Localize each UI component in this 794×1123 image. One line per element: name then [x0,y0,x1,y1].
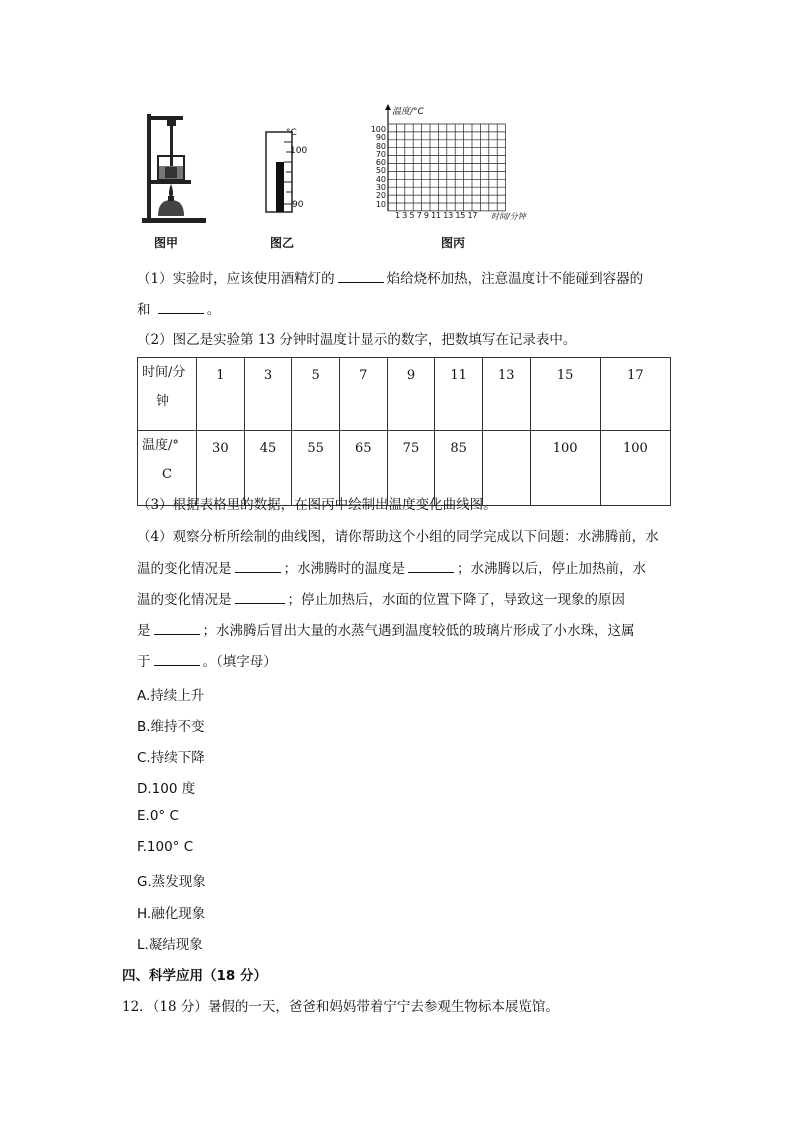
q1-prefix: （1）实验时，应该使用酒精灯的 [137,271,335,287]
section-4-title: 四、科学应用（18 分） [122,968,267,984]
table-head-time: 时间/分 钟 [138,358,197,431]
figure-yi-caption: 图乙 [270,236,295,250]
table-cell: 3 [244,358,292,431]
table-cell: 13 [482,358,530,431]
q4-blank-5[interactable] [154,651,200,666]
figure-bing-x-ticks: 1 3 5 7 9 11 13 15 17 [395,211,478,220]
option-a: A.持续上升 [137,688,205,704]
table-cell: 5 [292,358,340,431]
y-tick: 100 [370,125,386,134]
option-b: B.维持不变 [137,719,205,735]
q4-blank-4[interactable] [154,620,200,635]
option-e: E.0° C [137,808,179,824]
option-c: C.持续下降 [137,750,205,766]
y-tick: 80 [375,141,386,151]
question-4-line-1: （4）观察分析所绘制的曲线图，请你帮助这个小组的同学完成以下问题：水沸腾前，水 [137,529,659,545]
table-cell: 17 [600,358,670,431]
q1-suffix: 焰给烧杯加热，注意温度计不能碰到容器的 [386,271,644,287]
y-tick: 70 [375,149,386,159]
y-tick: 30 [375,183,386,193]
question-3: （3）根据表格里的数据，在图丙中绘制出温度变化曲线图。 [137,497,497,513]
question-4-line-3: 温的变化情况是 ；停止加热后，水面的位置下降了，导致这一现象的原因 [137,589,625,610]
question-4-line-4: 是 ；水沸腾后冒出大量的水蒸气遇到温度较低的玻璃片形成了小水珠，这属 [137,620,635,641]
option-f: F.100° C [137,839,194,855]
table-cell: 1 [197,358,245,431]
y-axis-arrow-icon [385,104,391,110]
option-l: L.凝结现象 [137,937,203,953]
table-cell: 15 [530,358,600,431]
figure-jia-caption: 图甲 [154,236,179,250]
figure-bing-x-label: 时间/分钟 [491,212,526,221]
table-cell: 75 [387,431,435,506]
table-cell: 9 [387,358,435,431]
figure-bing-y-label: 温度/°C [392,107,424,117]
table-cell: 100 [600,431,670,506]
table-cell: 30 [197,431,245,506]
thermometer-scale-bottom: 90 [292,200,304,210]
y-tick: 20 [375,191,386,201]
question-2: （2）图乙是实验第 13 分钟时温度计显示的数字，把数填写在记录表中。 [137,332,577,348]
option-g: G.蒸发现象 [137,874,206,890]
y-tick: 60 [375,158,386,168]
table-head-temperature: 温度/° C [138,431,197,506]
question-1-line-1 [137,268,643,289]
table-cell: 100 [530,431,600,506]
question-1-line-2 [137,299,220,320]
q1-line2-suffix: 。 [206,302,221,318]
q4-blank-2[interactable] [408,558,454,573]
table-cell: 65 [339,431,387,506]
y-tick: 10 [375,199,386,209]
y-tick: 50 [375,166,386,176]
y-tick: 90 [375,133,386,143]
question-4-line-2: 温的变化情况是 ；水沸腾时的温度是 ；水沸腾以后，停止加热前，水 [137,558,646,579]
q1-blank-2[interactable] [158,299,204,314]
figure-bing-caption: 图丙 [441,236,466,250]
q4-blank-1[interactable] [235,558,281,573]
grid-chart [384,104,518,216]
q1-line2-prefix: 和 [137,302,151,318]
lab-apparatus-icon [138,110,210,225]
thermometer-scale-top: 100 [290,146,308,156]
figure-bing-grid [384,104,518,216]
table-row-time [138,358,671,431]
q1-blank-1[interactable] [338,268,384,283]
table-cell: 85 [435,431,483,506]
option-h: H.融化现象 [137,906,206,922]
record-table [137,357,671,506]
figure-jia [138,110,210,225]
y-tick: 40 [375,174,386,184]
option-d: D.100 度 [137,781,196,797]
q4-blank-3[interactable] [235,589,285,604]
question-4-line-5: 于 。（填字母） [137,651,277,672]
question-12: 12．（18 分）暑假的一天，爸爸和妈妈带着宁宁去参观生物标本展览馆。 [122,999,559,1015]
table-cell: 11 [435,358,483,431]
table-cell: 7 [339,358,387,431]
table-cell: 55 [292,431,340,506]
table-cell: 45 [244,431,292,506]
thermometer-unit: °C [286,128,297,138]
